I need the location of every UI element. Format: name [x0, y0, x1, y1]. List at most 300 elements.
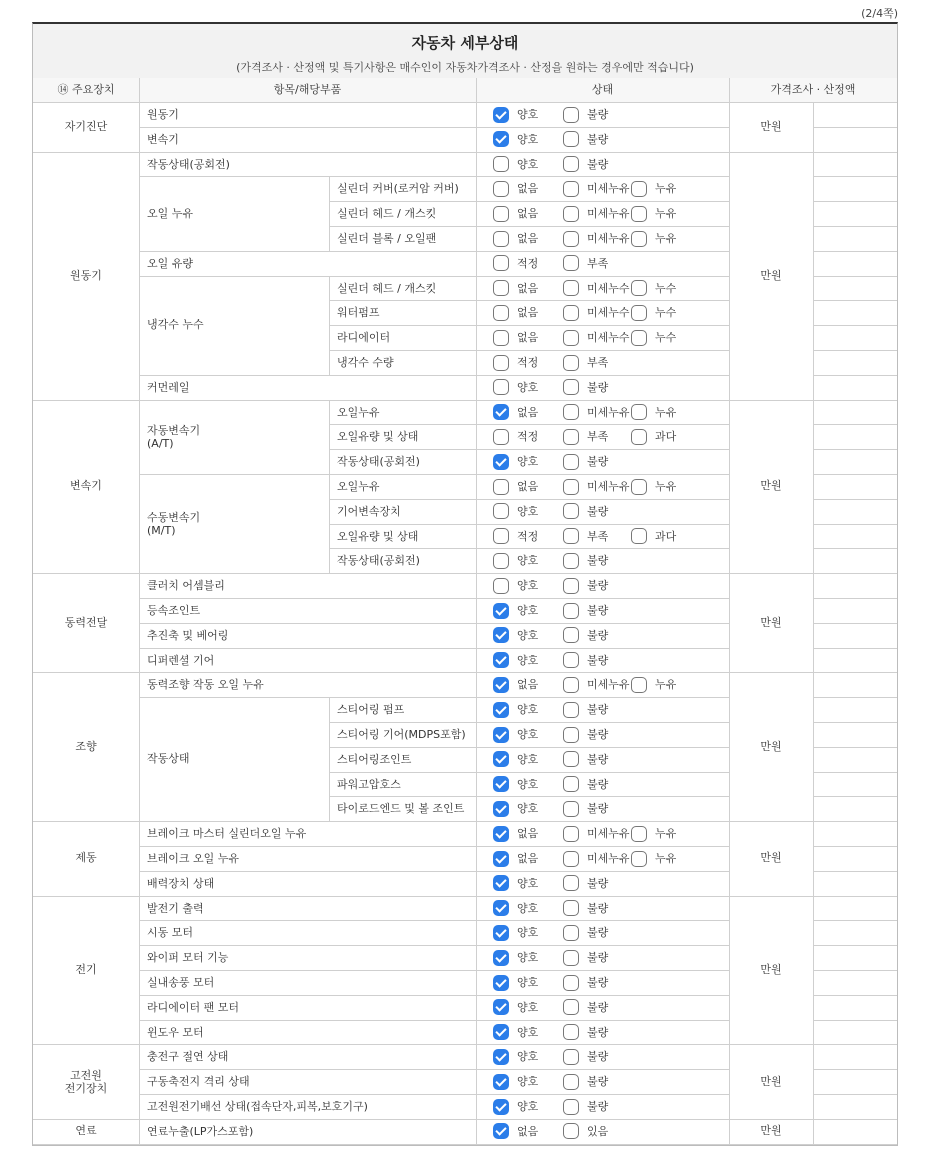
row-divider	[813, 1094, 897, 1095]
item-label: 수동변속기 (M/T)	[147, 510, 201, 537]
status-option-label: 불량	[587, 1025, 609, 1039]
row-divider	[139, 648, 476, 649]
item-label: 충전구 절연 상태	[147, 1050, 229, 1064]
status-option-label: 양호	[517, 108, 539, 121]
status-checkbox[interactable]	[493, 826, 509, 842]
status-option-label: 불량	[587, 976, 609, 989]
status-checkbox[interactable]	[631, 826, 647, 842]
status-option-label: 양호	[517, 728, 539, 741]
status-checkbox[interactable]	[563, 702, 579, 718]
status-checkbox[interactable]	[493, 1049, 509, 1065]
status-checkbox[interactable]	[493, 1099, 509, 1115]
status-checkbox[interactable]	[493, 479, 509, 495]
price-unit-label: 만원	[760, 479, 782, 493]
status-option-label: 양호	[517, 1050, 539, 1064]
status-checkbox[interactable]	[563, 1074, 579, 1090]
row-divider	[476, 945, 729, 946]
status-option-label: 적정	[517, 529, 539, 543]
row-divider	[813, 350, 897, 351]
row-divider	[329, 226, 476, 227]
status-option-label: 양호	[517, 604, 539, 617]
status-checkbox[interactable]	[563, 429, 579, 445]
header-device: ⑭ 주요장치	[57, 83, 115, 96]
row-divider	[476, 871, 729, 872]
status-checkbox[interactable]	[493, 578, 509, 594]
row-divider	[813, 201, 897, 202]
item-label: 연료누출(LP가스포함)	[147, 1124, 254, 1138]
status-checkbox[interactable]	[493, 107, 509, 123]
status-checkbox[interactable]	[563, 925, 579, 941]
row-divider	[139, 598, 476, 599]
status-checkbox[interactable]	[493, 429, 509, 445]
row-divider	[476, 598, 729, 599]
status-checkbox[interactable]	[493, 652, 509, 668]
status-option-label: 누수	[655, 306, 677, 320]
status-checkbox[interactable]	[493, 280, 509, 296]
row-divider	[813, 251, 897, 252]
status-checkbox[interactable]	[631, 280, 647, 296]
status-option-label: 미세누유	[587, 182, 630, 196]
status-option-label: 불량	[587, 1075, 609, 1089]
row-divider	[813, 648, 897, 649]
status-option-label: 없음	[517, 182, 539, 196]
row-divider	[329, 722, 476, 723]
row-divider	[329, 524, 476, 525]
status-option-label: 미세누수	[587, 281, 630, 295]
price-unit-label: 만원	[760, 1074, 782, 1088]
sub-item-label: 스티어링조인트	[337, 752, 412, 766]
status-checkbox[interactable]	[631, 231, 647, 247]
status-option-label: 양호	[517, 1100, 539, 1113]
status-checkbox[interactable]	[493, 181, 509, 197]
price-unit-label: 만원	[760, 268, 782, 282]
status-checkbox[interactable]	[493, 727, 509, 743]
price-unit-label: 만원	[760, 851, 782, 865]
status-checkbox[interactable]	[493, 131, 509, 147]
status-option-label: 누유	[655, 678, 677, 692]
item-label: 작동상태	[147, 752, 190, 766]
status-checkbox[interactable]	[493, 1074, 509, 1090]
status-option-label: 부족	[587, 356, 609, 369]
status-checkbox[interactable]	[631, 206, 647, 222]
row-divider	[139, 276, 476, 277]
status-option-label: 적정	[517, 356, 539, 369]
status-checkbox[interactable]	[493, 925, 509, 941]
item-label: 와이퍼 모터 기능	[147, 951, 229, 965]
price-unit-label: 만원	[760, 963, 782, 976]
status-option-label: 양호	[517, 926, 539, 940]
status-option-label: 양호	[517, 579, 539, 593]
status-checkbox[interactable]	[563, 1123, 579, 1139]
row-divider	[813, 697, 897, 698]
price-unit-label: 만원	[760, 615, 782, 629]
status-checkbox[interactable]	[493, 404, 509, 420]
status-checkbox[interactable]	[493, 231, 509, 247]
status-option-label: 누유	[655, 207, 677, 221]
status-option-label: 불량	[587, 1050, 609, 1064]
row-divider	[813, 920, 897, 921]
row-divider	[476, 201, 729, 202]
item-label: 동력조향 작동 오일 누유	[147, 678, 264, 692]
status-checkbox[interactable]	[631, 305, 647, 321]
sub-item-label: 냉각수 수량	[337, 356, 394, 369]
status-checkbox[interactable]	[493, 900, 509, 916]
row-divider	[476, 375, 729, 376]
row-divider	[476, 1020, 729, 1021]
sub-item-label: 실린더 헤드 / 개스킷	[337, 207, 437, 221]
status-checkbox[interactable]	[563, 479, 579, 495]
status-checkbox[interactable]	[493, 330, 509, 346]
sub-item-label: 타이로드엔드 및 볼 조인트	[337, 802, 465, 816]
status-checkbox[interactable]	[493, 975, 509, 991]
status-option-label: 적정	[517, 430, 539, 444]
status-checkbox[interactable]	[563, 454, 579, 470]
status-checkbox[interactable]	[631, 851, 647, 867]
row-divider	[329, 300, 476, 301]
status-option-label: 양호	[517, 1000, 539, 1014]
status-option-label: 불량	[587, 108, 609, 121]
row-divider	[476, 474, 729, 475]
device-name: 제동	[75, 851, 97, 865]
row-divider	[813, 945, 897, 946]
status-checkbox[interactable]	[493, 875, 509, 891]
row-divider	[476, 548, 729, 549]
status-checkbox[interactable]	[563, 652, 579, 668]
row-divider	[139, 1094, 476, 1095]
status-option-label: 불량	[587, 951, 609, 965]
sub-item-label: 실린더 커버(로커암 커버)	[337, 182, 459, 196]
status-checkbox[interactable]	[493, 255, 509, 271]
status-checkbox[interactable]	[563, 528, 579, 544]
row-divider	[476, 226, 729, 227]
row-divider	[813, 796, 897, 797]
row-divider	[33, 672, 897, 673]
row-divider	[329, 325, 476, 326]
status-option-label: 없음	[517, 331, 539, 345]
column-divider	[329, 697, 330, 821]
row-divider	[813, 970, 897, 971]
status-checkbox[interactable]	[493, 751, 509, 767]
row-divider	[813, 772, 897, 773]
row-divider	[139, 697, 476, 698]
status-checkbox[interactable]	[563, 181, 579, 197]
status-option-label: 불량	[587, 802, 609, 816]
row-divider	[476, 449, 729, 450]
sub-item-label: 오일유량 및 상태	[337, 430, 419, 444]
status-checkbox[interactable]	[563, 603, 579, 619]
status-option-label: 없음	[517, 827, 539, 841]
row-divider	[476, 796, 729, 797]
status-checkbox[interactable]	[631, 429, 647, 445]
status-checkbox[interactable]	[563, 1049, 579, 1065]
status-checkbox[interactable]	[563, 627, 579, 643]
device-name: 조향	[75, 739, 97, 753]
status-option-label: 미세누유	[587, 207, 630, 221]
item-label: 디퍼렌셜 기어	[147, 653, 215, 667]
vehicle-detail-status-form	[32, 22, 898, 1146]
row-divider	[329, 772, 476, 773]
device-name: 자기진단	[64, 119, 108, 133]
status-option-label: 양호	[517, 777, 539, 791]
item-label: 커먼레일	[147, 380, 190, 394]
sub-item-label: 실린더 블록 / 오일팬	[337, 232, 437, 245]
status-checkbox[interactable]	[563, 355, 579, 371]
title-box	[33, 24, 897, 79]
status-checkbox[interactable]	[563, 826, 579, 842]
row-divider	[476, 920, 729, 921]
item-label: 클러치 어셈블리	[147, 579, 225, 593]
status-option-label: 양호	[517, 1075, 539, 1089]
status-checkbox[interactable]	[493, 801, 509, 817]
status-option-label: 불량	[587, 876, 609, 890]
status-checkbox[interactable]	[493, 528, 509, 544]
status-option-label: 불량	[587, 728, 609, 741]
row-divider	[813, 449, 897, 450]
status-checkbox[interactable]	[493, 1024, 509, 1040]
status-checkbox[interactable]	[563, 900, 579, 916]
row-divider	[813, 276, 897, 277]
row-divider	[329, 350, 476, 351]
sub-item-label: 라디에이터	[337, 331, 391, 345]
status-checkbox[interactable]	[493, 503, 509, 519]
status-option-label: 양호	[517, 901, 539, 915]
status-option-label: 누유	[655, 852, 677, 865]
header-item: 항목/해당부품	[273, 83, 342, 96]
status-checkbox[interactable]	[563, 305, 579, 321]
status-checkbox[interactable]	[563, 404, 579, 420]
status-checkbox[interactable]	[563, 131, 579, 147]
status-checkbox[interactable]	[563, 330, 579, 346]
price-unit-label: 만원	[760, 739, 782, 753]
row-divider	[139, 623, 476, 624]
form-title: 자동차 세부상태	[411, 34, 519, 52]
status-option-label: 양호	[517, 504, 539, 518]
item-label: 오일 누유	[147, 206, 194, 220]
row-divider	[33, 102, 897, 103]
status-option-label: 불량	[587, 604, 609, 617]
row-divider	[476, 424, 729, 425]
row-divider	[329, 424, 476, 425]
status-checkbox[interactable]	[563, 1024, 579, 1040]
item-label: 시동 모터	[147, 926, 194, 940]
sub-item-label: 오일유량 및 상태	[337, 529, 419, 543]
device-name: 동력전달	[64, 615, 108, 629]
status-option-label: 없음	[517, 207, 539, 221]
status-option-label: 양호	[517, 976, 539, 989]
row-divider	[329, 201, 476, 202]
status-option-label: 양호	[517, 455, 539, 469]
status-option-label: 양호	[517, 1025, 539, 1039]
status-option-label: 양호	[517, 628, 539, 642]
row-divider	[476, 697, 729, 698]
row-divider	[813, 623, 897, 624]
row-divider	[813, 300, 897, 301]
status-option-label: 적정	[517, 256, 539, 270]
status-option-label: 양호	[517, 876, 539, 890]
status-checkbox[interactable]	[563, 231, 579, 247]
item-label: 추진축 및 베어링	[147, 628, 229, 642]
status-option-label: 불량	[587, 554, 609, 568]
item-label: 배력장치 상태	[147, 876, 215, 890]
status-option-label: 양호	[517, 653, 539, 667]
status-checkbox[interactable]	[493, 355, 509, 371]
status-option-label: 누수	[655, 281, 677, 295]
status-checkbox[interactable]	[563, 677, 579, 693]
row-divider	[329, 747, 476, 748]
status-checkbox[interactable]	[563, 1099, 579, 1115]
status-checkbox[interactable]	[493, 702, 509, 718]
status-option-label: 불량	[587, 157, 609, 171]
status-checkbox[interactable]	[563, 999, 579, 1015]
status-option-label: 누수	[655, 331, 677, 345]
status-option-label: 누유	[655, 232, 677, 245]
header-price: 가격조사 · 산정액	[770, 83, 856, 96]
status-option-label: 없음	[517, 1124, 539, 1138]
status-option-label: 양호	[517, 554, 539, 568]
row-divider	[476, 1094, 729, 1095]
item-label: 변속기	[147, 132, 179, 146]
item-label: 오일 유량	[147, 256, 194, 270]
status-checkbox[interactable]	[563, 851, 579, 867]
row-divider	[139, 970, 476, 971]
status-checkbox[interactable]	[493, 627, 509, 643]
row-divider	[813, 474, 897, 475]
row-divider	[139, 127, 476, 128]
row-divider	[33, 152, 897, 153]
status-option-label: 불량	[587, 455, 609, 469]
row-divider	[476, 127, 729, 128]
status-checkbox[interactable]	[493, 677, 509, 693]
status-option-label: 있음	[587, 1124, 609, 1138]
status-checkbox[interactable]	[493, 305, 509, 321]
status-option-label: 불량	[587, 1000, 609, 1014]
status-checkbox[interactable]	[631, 479, 647, 495]
status-checkbox[interactable]	[563, 578, 579, 594]
status-checkbox[interactable]	[631, 181, 647, 197]
status-checkbox[interactable]	[563, 206, 579, 222]
status-checkbox[interactable]	[563, 875, 579, 891]
status-option-label: 양호	[517, 132, 539, 146]
item-label: 실내송풍 모터	[147, 976, 215, 989]
row-divider	[813, 375, 897, 376]
status-checkbox[interactable]	[563, 801, 579, 817]
status-option-label: 부족	[587, 430, 609, 444]
sub-item-label: 실린더 헤드 / 개스킷	[337, 281, 437, 295]
row-divider	[813, 499, 897, 500]
item-label: 발전기 출력	[147, 901, 204, 915]
status-checkbox[interactable]	[493, 454, 509, 470]
status-option-label: 누유	[655, 827, 677, 841]
sub-item-label: 작동상태(공회전)	[337, 455, 420, 469]
status-checkbox[interactable]	[493, 950, 509, 966]
status-checkbox[interactable]	[631, 404, 647, 420]
status-option-label: 미세누수	[587, 331, 630, 345]
status-option-label: 없음	[517, 232, 539, 245]
status-option-label: 미세누유	[587, 678, 630, 692]
row-divider	[139, 920, 476, 921]
sub-item-label: 오일누유	[337, 405, 380, 419]
row-divider	[33, 821, 897, 822]
status-checkbox[interactable]	[631, 330, 647, 346]
status-checkbox[interactable]	[563, 255, 579, 271]
inspection-table	[33, 78, 897, 1146]
status-checkbox[interactable]	[563, 503, 579, 519]
status-option-label: 미세누유	[587, 480, 630, 493]
price-unit-label: 만원	[760, 1124, 782, 1138]
row-divider	[813, 871, 897, 872]
device-name: 전기	[75, 963, 97, 976]
row-divider	[813, 598, 897, 599]
status-option-label: 불량	[587, 653, 609, 667]
column-divider	[329, 176, 330, 250]
status-checkbox[interactable]	[563, 553, 579, 569]
column-divider	[139, 78, 140, 1144]
row-divider	[33, 896, 897, 897]
status-checkbox[interactable]	[563, 280, 579, 296]
status-checkbox[interactable]	[493, 379, 509, 395]
item-label: 브레이크 오일 누유	[147, 852, 240, 865]
status-checkbox[interactable]	[493, 999, 509, 1015]
item-label: 원동기	[147, 108, 179, 121]
status-checkbox[interactable]	[563, 751, 579, 767]
status-checkbox[interactable]	[493, 1123, 509, 1139]
row-divider	[476, 499, 729, 500]
status-option-label: 미세누유	[587, 232, 630, 245]
item-label: 브레이크 마스터 실린더오일 누유	[147, 827, 307, 841]
row-divider	[813, 995, 897, 996]
row-divider	[33, 573, 897, 574]
sub-item-label: 스티어링 기어(MDPS포함)	[337, 728, 466, 741]
device-name: 원동기	[70, 268, 102, 282]
status-option-label: 불량	[587, 901, 609, 915]
row-divider	[813, 846, 897, 847]
status-checkbox[interactable]	[563, 727, 579, 743]
status-checkbox[interactable]	[563, 379, 579, 395]
status-checkbox[interactable]	[563, 107, 579, 123]
status-checkbox[interactable]	[563, 975, 579, 991]
status-option-label: 과다	[655, 430, 677, 444]
status-checkbox[interactable]	[493, 206, 509, 222]
status-option-label: 양호	[517, 802, 539, 816]
row-divider	[329, 449, 476, 450]
status-checkbox[interactable]	[493, 603, 509, 619]
status-checkbox[interactable]	[493, 156, 509, 172]
item-label: 작동상태(공회전)	[147, 157, 230, 171]
row-divider	[476, 722, 729, 723]
status-checkbox[interactable]	[563, 156, 579, 172]
row-divider	[476, 300, 729, 301]
status-checkbox[interactable]	[563, 950, 579, 966]
status-option-label: 양호	[517, 157, 539, 171]
device-name: 연료	[75, 1124, 97, 1138]
status-checkbox[interactable]	[493, 776, 509, 792]
status-checkbox[interactable]	[631, 528, 647, 544]
row-divider	[476, 970, 729, 971]
row-divider	[139, 474, 476, 475]
status-checkbox[interactable]	[631, 677, 647, 693]
row-divider	[476, 176, 729, 177]
status-option-label: 누유	[655, 480, 677, 493]
status-option-label: 부족	[587, 529, 609, 543]
status-option-label: 없음	[517, 678, 539, 692]
header-status: 상태	[591, 83, 614, 96]
row-divider	[33, 1044, 897, 1045]
status-checkbox[interactable]	[493, 553, 509, 569]
row-divider	[813, 524, 897, 525]
status-checkbox[interactable]	[563, 776, 579, 792]
status-option-label: 부족	[587, 256, 609, 270]
status-checkbox[interactable]	[493, 851, 509, 867]
